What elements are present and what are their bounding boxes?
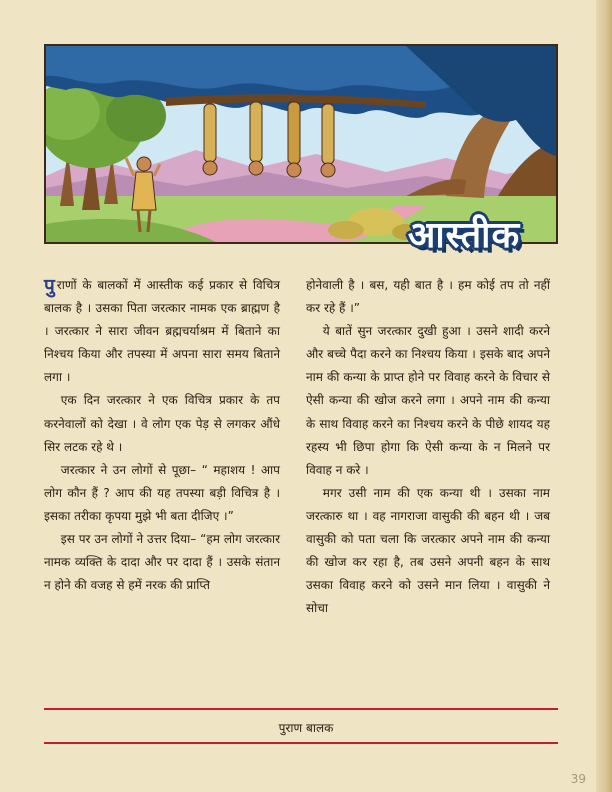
right-column [306,274,550,620]
paragraph: होनेवाली है । बस, यही बात है । हम कोई तप तो नहीं कर रहे हैं ।” [306,278,550,316]
left-column [44,274,280,597]
footer-rule-bottom [44,742,558,744]
paragraph: जरत्कार ने उन लोगों से पूछा– “ महाशय ! आप लोग कौन हैं ? आप की यह तपस्या बड़ी विचित्र है । इसका तरीका कृपया मुझे भी बता दीजिए ।” [44,462,280,523]
page-number: 39 [570,772,586,786]
drop-cap: पु [44,275,55,297]
paragraph: एक दिन जरत्कार ने एक विचित्र प्रकार के तप करनेवालों को देखा । वे लोग एक पेड़ से लगकर औंधे सिर लटक रहे थे । [44,393,280,454]
paragraph: मगर उसी नाम की एक कन्या थी । उसका नाम जरत्कारु था । वह नागराजा वासुकी की बहन थी । जब वासुकी को पता चला कि जरत्कार अपने नाम की कन्या की खोज कर रहा है, तब उसने अपनी बहन के साथ उसका विवाह करने को उसने मान लिया । वासुकी ने सोचा [306,485,550,616]
story-title: आस्तीक [407,215,521,256]
paragraph [44,274,280,389]
paragraph: इस पर उन लोगों ने उत्तर दिया– “हम लोग जरत्कार नामक व्यक्ति के दादा और पर दादा हैं । उसके संतान न होने की वजह से हमें नरक की प्राप्ति [44,532,280,593]
footer-rule-top [44,708,558,710]
footer-label: पुराण बालक [278,721,334,735]
paragraph-text: राणों के बालकों में आस्तीक कई प्रकार से विचित्र बालक है । उसका पिता जरत्कार नामक एक ब्राह्मण है । जरत्कार ने सारा जीवन ब्रह्मचर्याश्रम में बिताने का निश्चय किया और तपस्या में अपना सारा समय बिताने लगा । [44,278,280,385]
page-edge [596,0,612,792]
paragraph: ये बातें सुन जरत्कार दुखी हुआ । उसने शादी करने और बच्चे पैदा करने का निश्चय किया । इसके बाद अपने नाम की कन्या के प्राप्त होने पर विवाह करने के विचार से ऐसी कन्या की खोज करने लगा । अपने नाम की कन्या के साथ विवाह करने का निश्चय करने के पीछे शायद यह रहस्य भी छिपा होगा कि ऐसी कन्या के न मिलने पर विवाह न करे । [306,324,550,477]
story-title-banner [378,210,550,262]
